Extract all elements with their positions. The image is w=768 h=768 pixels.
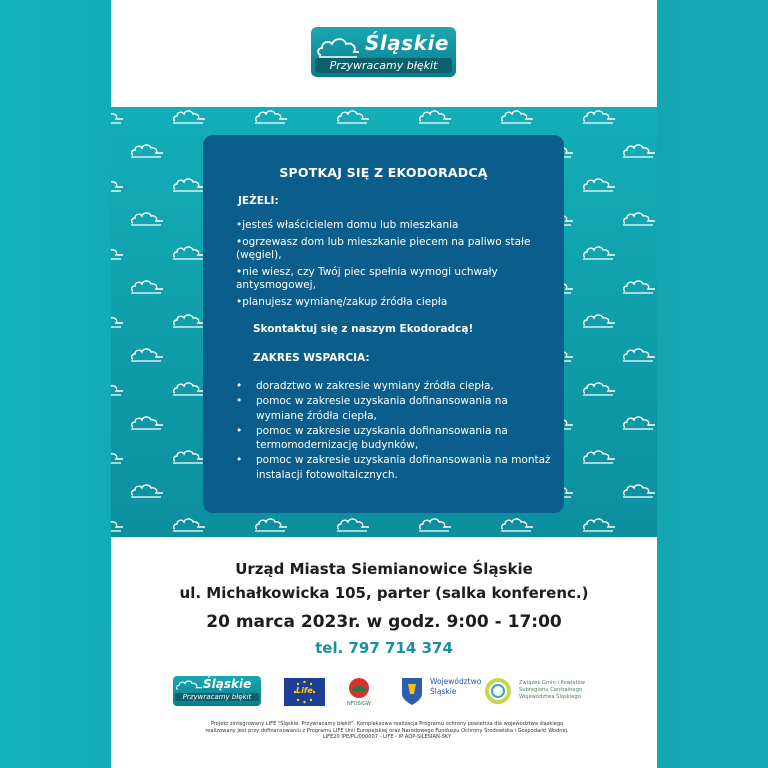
bullet: • xyxy=(236,424,243,437)
nfosigw-logo xyxy=(344,676,374,708)
cloud-motif xyxy=(111,451,123,463)
cloud-motif xyxy=(131,485,163,497)
support-heading: ZAKRES WSPARCIA: xyxy=(253,352,370,364)
cloud-icon xyxy=(317,35,361,59)
brand-tagline: Przywracamy błękit xyxy=(175,693,259,701)
cloud-motif xyxy=(419,519,451,531)
cloud-motif xyxy=(623,349,655,361)
conditions-heading: JEŻELI: xyxy=(238,195,279,207)
cloud-motif xyxy=(583,519,615,531)
list-item xyxy=(236,453,551,482)
cloud-motif xyxy=(111,179,123,191)
cloud-motif xyxy=(583,451,615,463)
list-item xyxy=(236,424,551,453)
cloud-motif xyxy=(501,111,533,123)
cloud-motif xyxy=(131,281,163,293)
association-logo xyxy=(483,676,623,710)
cloud-motif xyxy=(131,145,163,157)
support-text: pomoc w zakresie uzyskania dofinansowania na montaż instalacji fotowoltaicznych. xyxy=(256,454,551,481)
cloud-motif xyxy=(173,315,205,327)
office-address: ul. Michałkowicka 105, parter (salka konferenc.) xyxy=(179,584,589,602)
office-name: Urząd Miasta Siemianowice Śląskie xyxy=(235,560,533,578)
cloud-motif xyxy=(623,281,655,293)
footer-line: Projekt zintegrowany LIFE "Śląskie. Przywracamy błękit". Kompleksowa realizacja Programu ochrony powietrza dla województwa śląskiego xyxy=(210,721,564,727)
cloud-motif xyxy=(419,111,451,123)
info-card xyxy=(203,135,564,513)
slaskie-small-logo xyxy=(173,676,261,706)
coat-of-arms-icon xyxy=(400,676,424,706)
cloud-icon xyxy=(176,679,202,693)
cloud-motif xyxy=(173,179,205,191)
voivodeship-label xyxy=(430,677,481,697)
cloud-motif xyxy=(131,349,163,361)
conditions-list xyxy=(236,219,546,313)
footer-note xyxy=(157,721,617,741)
list-item: •ogrzewasz dom lub mieszkanie piecem na paliwo stałe (węgiel), xyxy=(236,235,531,262)
association-line: Związek Gmin i Powiatów xyxy=(519,680,585,686)
list-item: •nie wiesz, czy Twój piec spełnia wymogi uchwały antysmogowej, xyxy=(236,265,498,292)
cloud-motif xyxy=(111,383,123,395)
brand-tagline: Przywracamy błękit xyxy=(315,58,452,73)
voivodeship-line: Województwo xyxy=(430,677,482,686)
cloud-motif xyxy=(173,451,205,463)
cloud-motif xyxy=(111,315,123,327)
cloud-motif xyxy=(111,247,123,259)
eu-life-logo xyxy=(284,678,325,706)
association-ring-icon xyxy=(483,676,513,706)
support-list xyxy=(236,379,551,483)
nfosigw-icon xyxy=(344,676,374,701)
cloud-motif xyxy=(623,417,655,429)
cloud-motif xyxy=(173,383,205,395)
cloud-motif xyxy=(173,111,205,123)
association-line: Subregionu Centralnego xyxy=(519,687,583,693)
cloud-motif xyxy=(337,111,369,123)
phone-number[interactable]: tel. 797 714 374 xyxy=(315,639,453,657)
life-label: Life xyxy=(296,686,313,695)
contact-callout: Skontaktuj się z naszym Ekodoradcą! xyxy=(253,323,474,335)
bullet: • xyxy=(236,454,243,467)
cloud-motif xyxy=(173,247,205,259)
cloud-motif xyxy=(111,111,123,123)
cloud-motif xyxy=(583,315,615,327)
poster xyxy=(111,0,657,768)
footer-line: LIFE20 IPE/PL/000007 - LIFE - IP AQP-SILESIAN-SKY xyxy=(322,734,452,741)
cloud-motif xyxy=(131,213,163,225)
cloud-motif xyxy=(173,519,205,531)
association-label xyxy=(519,680,619,701)
cloud-motif xyxy=(337,519,369,531)
bullet: • xyxy=(236,380,243,392)
cloud-motif xyxy=(255,111,287,123)
cloud-motif xyxy=(583,383,615,395)
cloud-motif xyxy=(583,111,615,123)
brand-name: Śląskie xyxy=(365,31,449,55)
cloud-motif xyxy=(623,145,655,157)
cloud-motif xyxy=(131,417,163,429)
cloud-motif xyxy=(623,213,655,225)
pattern-band xyxy=(111,107,657,537)
support-text: doradztwo w zakresie wymiany źródła ciepła, xyxy=(256,380,494,392)
cloud-motif xyxy=(501,519,533,531)
list-item: •planujesz wymianę/zakup źródła ciepła xyxy=(236,295,448,308)
cloud-motif xyxy=(583,179,615,191)
nfosigw-label: NFOŚiGW xyxy=(347,701,371,707)
brand-name: Śląskie xyxy=(203,677,252,691)
card-title: SPOTKAJ SIĘ Z EKODORADCĄ xyxy=(279,165,488,180)
cloud-motif xyxy=(583,247,615,259)
slaskie-logo xyxy=(311,27,456,77)
cloud-motif xyxy=(623,485,655,497)
list-item xyxy=(236,394,551,423)
event-date: 20 marca 2023r. w godz. 9:00 - 17:00 xyxy=(206,612,562,632)
support-text: pomoc w zakresie uzyskania dofinansowania na termomodernizację budynków, xyxy=(256,424,508,452)
association-line: Województwa Śląskiego xyxy=(519,694,581,700)
cloud-motif xyxy=(255,519,287,531)
bullet: • xyxy=(236,395,243,408)
support-text: pomoc w zakresie uzyskania dofinansowania na wymianę źródła ciepła, xyxy=(256,395,508,422)
footer-line: realizowany jest przy dofinansowaniu z Programu LIFE Unii Europejskiej oraz Narodowego Funduszu Ochrony Środowiska i Gospodarki Wodnej. xyxy=(205,727,569,734)
list-item xyxy=(236,379,551,393)
voivodeship-line: Śląskie xyxy=(430,687,457,696)
list-item: •jesteś właścicielem domu lub mieszkania xyxy=(236,219,459,231)
cloud-motif xyxy=(111,519,123,531)
